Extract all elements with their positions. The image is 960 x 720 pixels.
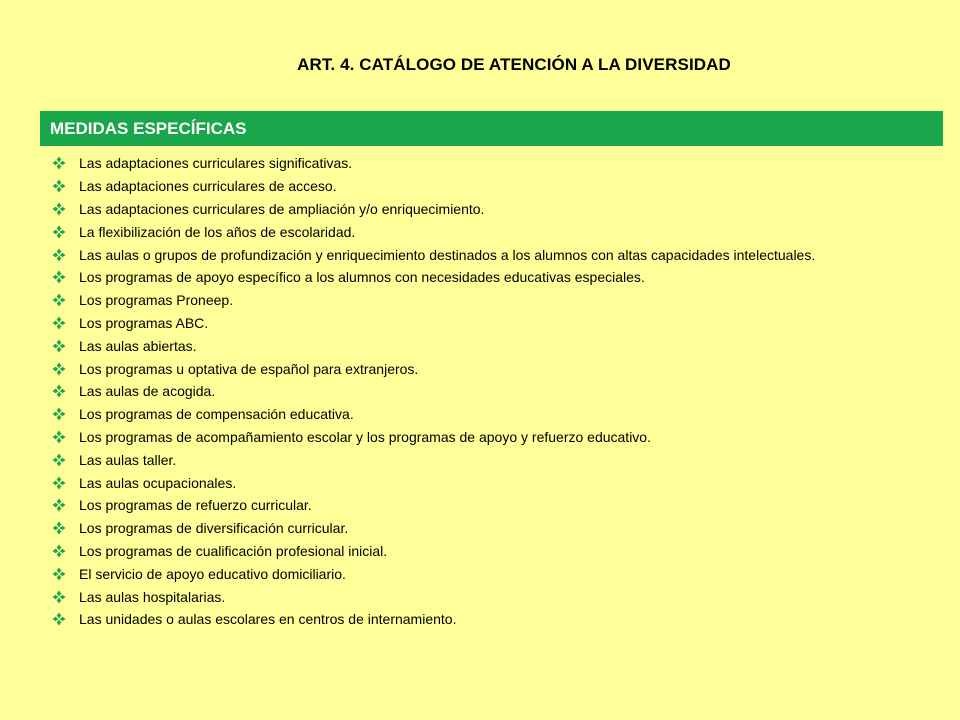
four-diamond-bullet-icon xyxy=(52,225,66,239)
four-diamond-bullet-icon xyxy=(52,453,66,467)
list-item xyxy=(52,289,932,312)
list-item-text: Los programas Proneep. xyxy=(79,292,234,309)
list-item-text: Las adaptaciones curriculares de acceso. xyxy=(79,178,337,195)
list-item-text: Los programas de acompañamiento escolar y los programas de apoyo y refuerzo educativo. xyxy=(79,428,651,445)
page-title: ART. 4. CATÁLOGO DE ATENCIÓN A LA DIVERSIDAD xyxy=(297,55,731,74)
list-item-text: Las aulas taller. xyxy=(79,451,177,468)
measures-list xyxy=(52,152,932,631)
list-item xyxy=(52,198,932,221)
four-diamond-bullet-icon xyxy=(52,339,66,353)
four-diamond-bullet-icon xyxy=(52,590,66,604)
list-item xyxy=(52,403,932,426)
list-item xyxy=(52,562,932,585)
list-item-text: Las adaptaciones curriculares de ampliación y/o enriquecimiento. xyxy=(79,200,485,217)
list-item xyxy=(52,608,932,631)
list-item-text: Los programas de diversificación curricular. xyxy=(79,520,349,537)
list-item xyxy=(52,517,932,540)
list-item-text: Los programas de compensación educativa. xyxy=(79,406,354,423)
list-item xyxy=(52,357,932,380)
list-item-text: Las adaptaciones curriculares significativas. xyxy=(79,155,353,172)
list-item xyxy=(52,152,932,175)
list-item-text: Las unidades o aulas escolares en centros de internamiento. xyxy=(79,611,457,628)
four-diamond-bullet-icon xyxy=(52,316,66,330)
four-diamond-bullet-icon xyxy=(52,521,66,535)
list-item-text: Las aulas de acogida. xyxy=(79,383,216,400)
four-diamond-bullet-icon xyxy=(52,248,66,262)
section-header-medidas-especificas: MEDIDAS ESPECÍFICAS xyxy=(40,111,943,146)
four-diamond-bullet-icon xyxy=(52,498,66,512)
list-item-text: Los programas de apoyo específico a los alumnos con necesidades educativas especiales. xyxy=(79,269,645,286)
list-item-text: El servicio de apoyo educativo domiciliario. xyxy=(79,565,346,582)
four-diamond-bullet-icon xyxy=(52,384,66,398)
list-item-text: Las aulas o grupos de profundización y enriquecimiento destinados a los alumnos con altas capacidades intelectuales. xyxy=(79,246,816,263)
four-diamond-bullet-icon xyxy=(52,612,66,626)
four-diamond-bullet-icon xyxy=(52,567,66,581)
list-item xyxy=(52,494,932,517)
list-item xyxy=(52,540,932,563)
list-item-text: Las aulas ocupacionales. xyxy=(79,474,237,491)
list-item xyxy=(52,175,932,198)
list-item xyxy=(52,334,932,357)
list-item xyxy=(52,312,932,335)
four-diamond-bullet-icon xyxy=(52,407,66,421)
list-item-text: Los programas u optativa de español para extranjeros. xyxy=(79,360,419,377)
four-diamond-bullet-icon xyxy=(52,293,66,307)
four-diamond-bullet-icon xyxy=(52,430,66,444)
list-item xyxy=(52,220,932,243)
list-item xyxy=(52,585,932,608)
list-item-text: Los programas de cualificación profesional inicial. xyxy=(79,542,388,559)
list-item-text: Los programas ABC. xyxy=(79,314,209,331)
list-item xyxy=(52,266,932,289)
list-item-text: Las aulas hospitalarias. xyxy=(79,588,226,605)
list-item xyxy=(52,448,932,471)
list-item-text: Los programas de refuerzo curricular. xyxy=(79,497,312,514)
list-item xyxy=(52,426,932,449)
four-diamond-bullet-icon xyxy=(52,362,66,376)
four-diamond-bullet-icon xyxy=(52,476,66,490)
four-diamond-bullet-icon xyxy=(52,270,66,284)
list-item xyxy=(52,471,932,494)
list-item-text: La flexibilización de los años de escolaridad. xyxy=(79,223,356,240)
four-diamond-bullet-icon xyxy=(52,179,66,193)
four-diamond-bullet-icon xyxy=(52,202,66,216)
four-diamond-bullet-icon xyxy=(52,544,66,558)
list-item xyxy=(52,380,932,403)
list-item xyxy=(52,243,932,266)
four-diamond-bullet-icon xyxy=(52,156,66,170)
list-item-text: Las aulas abiertas. xyxy=(79,337,197,354)
